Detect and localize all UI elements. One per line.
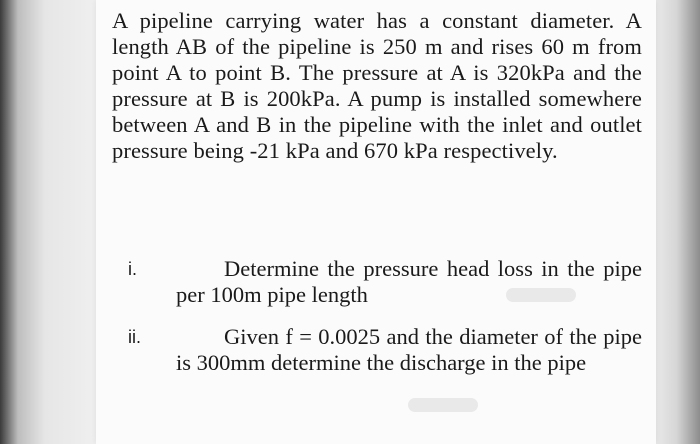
question-text: Given f = 0.0025 and the diameter of the pipe is 300mm determine the discharge in the pipe [176, 324, 642, 375]
question-number: ii. [128, 327, 141, 347]
question-item-ii [128, 324, 648, 376]
scan-smudge [408, 398, 478, 412]
question-number: i. [128, 259, 137, 279]
problem-statement: A pipeline carrying water has a constant diameter. A length AB of the pipeline is 250 m and rises 60 m from point A to point B. The pressure at A is 320kPa and the pressure at B is 200kPa. A pump is installed somewhere between A and B in the pipeline with the inlet and outlet pressure being -21 kPa and 670 kPa respectively. [112, 8, 642, 163]
scan-smudge [506, 288, 576, 302]
problem-sheet [96, 0, 656, 444]
question-text: Determine the pressure head loss in the pipe per 100m pipe length [176, 256, 642, 307]
background-left-edge [0, 0, 100, 444]
